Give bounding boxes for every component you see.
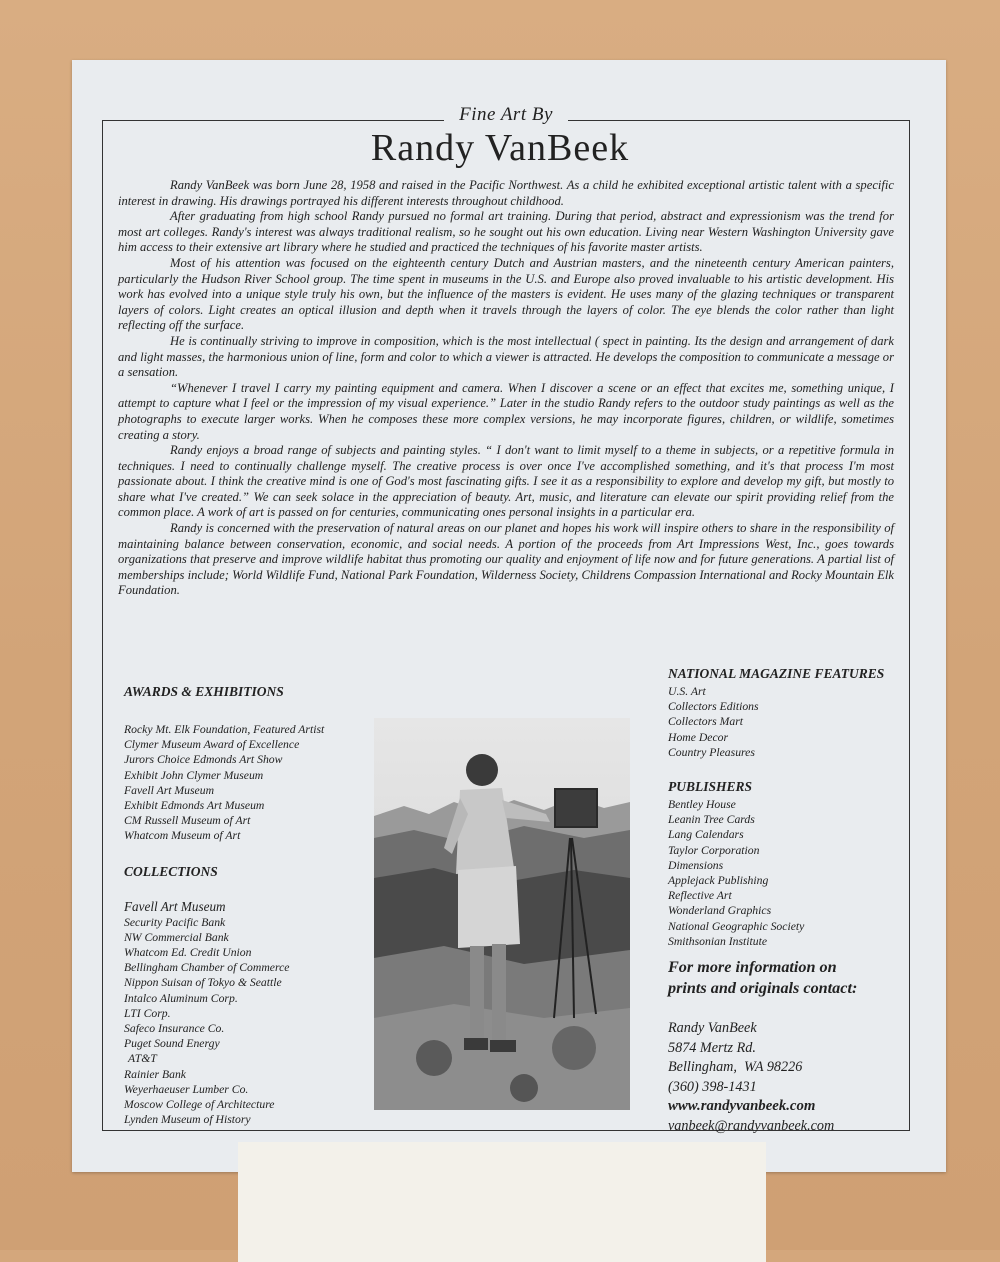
fine-art-by-tagline: Fine Art By (459, 104, 553, 125)
publishers-list (668, 797, 908, 949)
contact-name: Randy VanBeek (668, 1020, 757, 1037)
list-item: NW Commercial Bank (124, 930, 229, 944)
list-item: Bentley House (668, 798, 736, 812)
list-item: Whatcom Museum of Art (124, 829, 241, 843)
list-item: Lang Calendars (668, 828, 744, 842)
list-item: Reflective Art (668, 889, 732, 903)
contact-city: Bellingham, WA 98226 (668, 1059, 803, 1076)
collections-list (124, 898, 374, 1128)
list-item: Smithsonian Institute (668, 934, 768, 948)
bio-paragraph: Most of his attention was focused on the eighteenth century Dutch and Austrian masters, and the nineteenth century American painters, particularly the Hudson River School group. The time spent in museums in the U.S. and Europe also proved invaluable to his artistic development. His work has evolved into a unique style truly his own, but the influence of the masters is evident. He uses many of the glazing techniques or transparent layers of colors. Light creates an optical illusion and depth when it travels through the layers of color. The eye blends the color rather than light reflecting off the surface. (118, 255, 894, 333)
contact-phone: (360) 398-1431 (668, 1078, 757, 1095)
bio-paragraph: “Whenever I travel I carry my painting equipment and camera. When I discover a scene or an effect that excites me, something unique, I attempt to capture what I feel or the impression of my visual experience.” Later in the studio Randy refers to the outdoor study paintings as well as the photographs to execute larger works. When he composes these more complex versions, he may incorporate figures, children, or wildlife, sometimes creating a story. (118, 380, 894, 442)
list-item: Wonderland Graphics (668, 904, 772, 918)
list-item: CM Russell Museum of Art (124, 814, 251, 828)
list-item: Collectors Mart (668, 715, 743, 729)
list-item: Jurors Choice Edmonds Art Show (124, 753, 283, 767)
artist-name-title: Randy VanBeek (370, 127, 630, 169)
artist-painting-photo (374, 718, 630, 1110)
frame-top-rule-left (102, 120, 444, 121)
list-item: Whatcom Ed. Credit Union (124, 946, 252, 960)
list-item: Home Decor (668, 730, 729, 744)
bio-paragraph: After graduating from high school Randy pursued no formal art training. During that period, abstract and expressionism was the trend for most art colleges. Randy's interest was always traditional realism, so he sought out his own education. Living near Western Washington University gave him access to their extensive art library where he studied and practiced the techniques of his favorite master artists. (118, 209, 894, 255)
awards-list (124, 722, 374, 844)
website-link[interactable]: www.randyvanbeek.com (668, 1098, 816, 1115)
list-item: Collectors Editions (668, 700, 759, 714)
list-item: Applejack Publishing (668, 874, 769, 888)
list-item: AT&T (128, 1052, 157, 1066)
list-item: Exhibit John Clymer Museum (124, 768, 264, 782)
list-item: Exhibit Edmonds Art Museum (124, 799, 265, 813)
left-column (124, 684, 374, 1127)
list-item: Moscow College of Architecture (124, 1098, 275, 1112)
frame-top-rule-right (568, 120, 910, 121)
artist-biography (118, 178, 894, 599)
right-column (668, 666, 908, 1136)
list-item: Bellingham Chamber of Commerce (124, 961, 290, 975)
collections-heading: COLLECTIONS (124, 863, 218, 879)
list-item: LTI Corp. (124, 1006, 171, 1020)
list-item: Security Pacific Bank (124, 915, 226, 929)
list-item: Rainier Bank (124, 1067, 186, 1081)
list-item: Intalco Aluminum Corp. (124, 991, 238, 1005)
list-item: Clymer Museum Award of Excellence (124, 738, 300, 752)
bio-paragraph: Randy VanBeek was born June 28, 1958 and raised in the Pacific Northwest. As a child he exhibited exceptional artistic talent with a specific interest in drawing. His drawings portrayed his different interests throughout childhood. (118, 178, 894, 208)
list-item: Safeco Insurance Co. (124, 1022, 225, 1036)
list-item: Lynden Museum of History (124, 1113, 251, 1127)
list-item: Dimensions (668, 858, 724, 872)
contact-heading-line2: prints and originals contact: (668, 979, 858, 998)
list-item: Country Pleasures (668, 745, 755, 759)
bio-paragraph: He is continually striving to improve in composition, which is the most intellectual ( spect in painting. Its the design and arrangement of dark and light masses, the harmonious union of line, form and color to which a viewer is attracted. He develops the composition to communicate a message or a sensation. (118, 333, 894, 380)
magazines-list (668, 684, 908, 760)
contact-street: 5874 Mertz Rd. (668, 1039, 756, 1056)
list-item: Taylor Corporation (668, 843, 760, 857)
publishers-heading: PUBLISHERS (668, 779, 753, 795)
list-item: Weyerhaeuser Lumber Co. (124, 1082, 249, 1096)
awards-heading: AWARDS & EXHIBITIONS (124, 684, 284, 699)
email-link[interactable]: vanbeek@randyvanbeek.com (668, 1117, 835, 1134)
contact-block (668, 1019, 908, 1136)
list-item: Leanin Tree Cards (668, 813, 755, 827)
list-item: U.S. Art (668, 685, 706, 698)
list-item: Rocky Mt. Elk Foundation, Featured Artist (124, 723, 325, 736)
magazines-heading: NATIONAL MAGAZINE FEATURES (668, 666, 885, 681)
list-item: Nippon Suisan of Tokyo & Seattle (124, 976, 282, 990)
contact-heading-line1: For more information on (668, 958, 837, 977)
bio-paragraph: Randy is concerned with the preservation of natural areas on our planet and hopes his work will inspire others to share in the responsibility of maintaining balance between conservation, economic, and social needs. A portion of the proceeds from Art Impressions West, Inc., goes towards organizations that preserve and improve wildlife habitat thus promoting our quality and enjoyment of life now and for future generations. A partial list of memberships include; World Wildlife Fund, National Park Foundation, Wilderness Society, Childrens Compassion International and Rocky Mountain Elk Foundation. (118, 521, 894, 598)
contact-heading (668, 957, 908, 999)
bio-paragraph: Randy enjoys a broad range of subjects and painting styles. “ I don't want to limit myself to a theme in subjects, or a repetitive formula in techniques. I need to continually challenge myself. The creative process is over once I've accomplished something, and it's that process I'm most passionate about. I think the creative mind is one of God's most fascinating gifts. I see it as a responsibility to explore and develop my gift, but mostly to share what I've created.” We can seek solace in the appreciation of beauty. Art, music, and literature can elevate our spirit providing relief from the common place. A work of art is passed on for centuries, communicating ones personal insights in a particular era. (118, 443, 894, 520)
list-item: Favell Art Museum (124, 898, 226, 914)
attached-note-paper (238, 1142, 766, 1262)
list-item: National Geographic Society (668, 919, 805, 933)
list-item: Favell Art Museum (124, 783, 215, 797)
list-item: Puget Sound Energy (124, 1037, 220, 1051)
